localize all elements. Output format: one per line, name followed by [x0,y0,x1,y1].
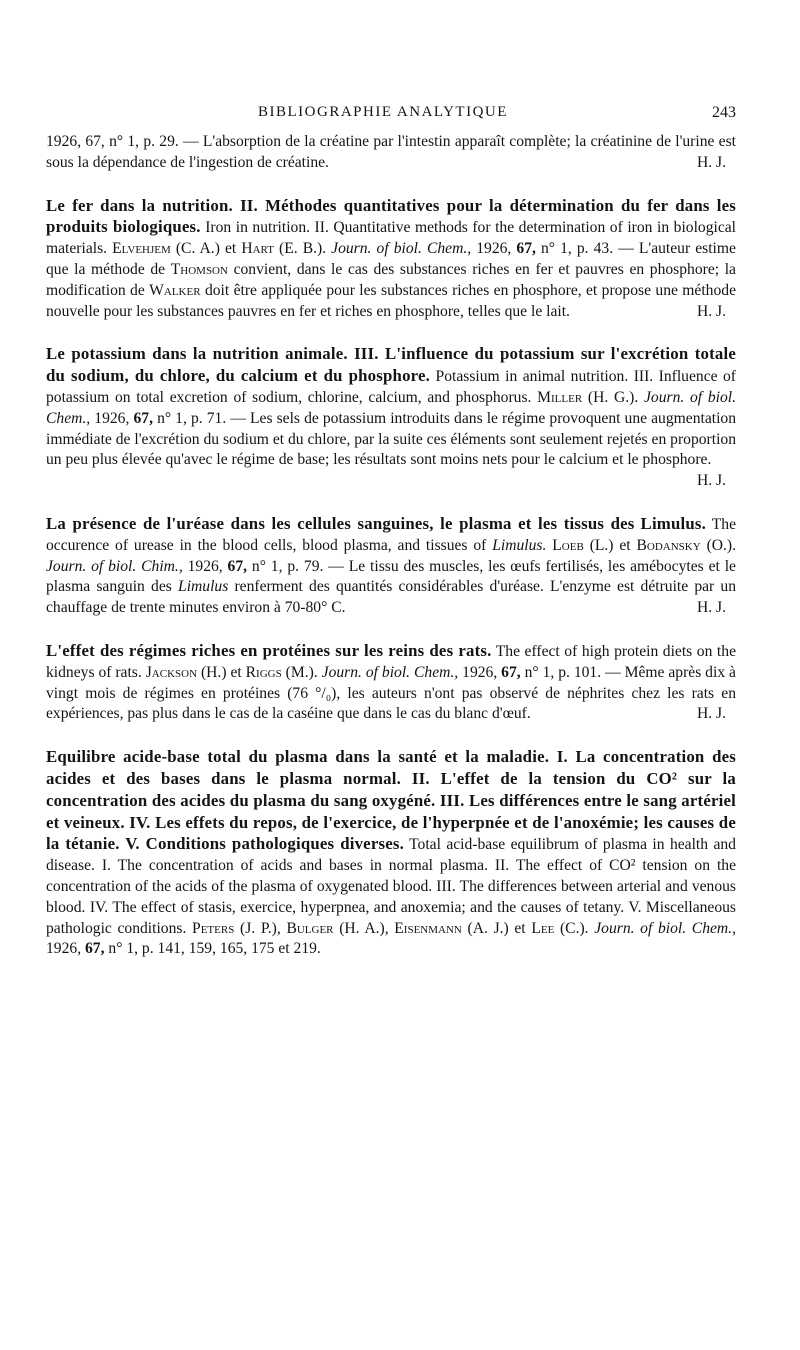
publication-year: 1926, [462,663,498,681]
bibliography-entry [46,344,736,492]
entry-translation: Total acid-base equilibrum of plasma in health and disease. I. The concentration of acids and bases in normal plasma. II. The effect of CO² tension on the concentration of the acids of the plasma of oxygenated blood. III. The differences between arterial and venous blood. IV. The effect of stasis, exercice, hyperpnea, and anoxemia; and the causes of tetany. V. Miscellaneous pathologic conditions. [46,836,736,937]
page-number: 243 [712,104,736,121]
journal-name: Journ. of biol. Chem., [321,663,459,681]
abstract-text: — Même après dix à vingt mois de régimes en protéines (76 °/₀), les auteurs n'ont pas observé de néphrites chez les rats en expériences, pas plus dans le cas de la caséine que dans le cas du blanc d'œuf. [46,663,736,723]
author-initials: (C.). [559,919,589,937]
running-head [46,100,736,128]
issue-page: n° 1, p. 141, 159, 165, 175 et 219. [108,940,321,958]
cited-name: Thomson [170,260,228,278]
bibliography-entry [46,514,736,619]
author-name: Bulger [286,919,334,937]
abstract-text: — Les sels de potassium introduits dans le régime provoquent une augmentation immédiate de l'excrétion du sodium et du chlore, par la suite ces éléments sont seulement rejetés en proportion un peu plus élevée qu'avec le régime de base; les résultats sont moins nets pour le calcium et le phosphore. [46,409,737,469]
abstract-text: — L'auteur estime que la méthode de [46,240,736,278]
entry-title-genus: Limulus. [640,513,707,533]
author-name: Jackson [145,663,198,681]
author-initials: (L.) et [589,536,631,554]
author-name: Elvehjem [112,240,171,258]
entry-translation: The occurence of urease in the blood cells, blood plasma, and tissues of [46,515,737,554]
author-name: Miller [537,388,583,406]
reviewer-initials: H. J. [696,302,726,320]
author-name: Hart [241,240,274,258]
journal-name: Journ. of biol. Chim., [46,557,183,575]
issue-page: n° 1, p. 71. [157,409,227,427]
publication-year: 1926, [46,940,82,958]
entry-translation-genus: Limulus. [492,536,547,554]
author-initials: (J. P.), [240,919,281,937]
author-initials: (H. G.). [587,388,639,406]
entry-title: La présence de l'uréase dans les cellules sanguines, le plasma et les tissus des [46,513,635,533]
author-name: Lee [531,919,555,937]
entry-title: L'effet des régimes riches en protéines sur les reins des rats. [46,640,492,660]
journal-name: Journ. of biol. Chem., [594,919,736,937]
author-initials: (H.) et [200,663,242,681]
author-name: Riggs [245,663,282,681]
author-initials: (C. A.) et [175,240,237,258]
abstract-text: renferment des quantités considérables d'uréase. L'enzyme est détruite par un chauffage de trente minutes environ à 70-80° C. [46,578,737,617]
volume-number: 67, [227,557,248,575]
abstract-genus: Limulus [178,578,229,596]
running-title: BIBLIOGRAPHIE ANALYTIQUE [258,104,508,120]
author-initials: (O.). [706,536,737,554]
volume-number: 67, [133,409,153,427]
issue-page: n° 1, p. 79. [251,557,324,575]
entry-title: Le potassium dans la nutrition animale. III. L'influence du potassium sur l'excrétion totale du sodium, du chlore, du calcium et du phosphore. [46,344,736,386]
reviewer-initials: H. J. [696,153,726,171]
entry-translation: Iron in nutrition. II. Quantitative methods for the determination of iron in biological materials. [46,219,737,258]
reviewer-initials: H. J. [696,705,726,723]
bibliography-entry [46,641,736,725]
entry-translation: Potassium in animal nutrition. III. Influence of potassium on total excretion of sodium, chlorine, calcium, and phosphorus. [46,368,737,406]
bibliography-entry [46,196,736,323]
bibliography-entry [46,132,736,174]
volume-number: 67, [501,663,521,681]
entry-body: 1926, 67, n° 1, p. 29. — L'absorption de la créatine par l'intestin apparaît complète; la créatinine de l'urine est sous la dépendance de l'ingestion de créatine. [46,133,736,171]
entry-title: Le fer dans la nutrition. II. Méthodes quantitatives pour la détermination du fer dans les produits biologiques. [46,195,736,237]
abstract-text: convient, dans le cas des substances riches en fer et pauvres en phosphore; la modification de [46,260,736,299]
reviewer-initials: H. J. [696,599,726,617]
issue-page: n° 1, p. 101. [524,663,602,681]
author-initials: (H. A.), [339,919,389,937]
cited-name: Walker [149,281,201,299]
author-initials: (A. J.) et [467,919,526,937]
publication-year: 1926, [94,409,130,427]
author-name: Bodansky [636,536,701,554]
bibliography-entry [46,747,736,960]
entry-title: Equilibre acide-base total du plasma dans la santé et la maladie. I. La concentration des acides et des bases dans le plasma normal. II. L'effet de la tension du CO² sur la concentration des acides du plasma du sang oxygéné. III. Les différences entre le sang artériel et veineux. IV. Les effets du repos, de l'exercice, de l'hyperpnée et de l'anoxémie; les causes de la tétanie. V. Conditions pathologiques diverses. [46,747,736,854]
reviewer-initials: H. J. [696,472,726,490]
entry-translation: The effect of high protein diets on the kidneys of rats. [46,642,736,681]
document-page [46,100,736,960]
journal-name: Journ. of biol. Chem., [46,388,736,427]
publication-year: 1926, [476,240,512,258]
author-initials: (M.). [285,663,318,681]
author-initials: (E. B.). [279,240,327,258]
publication-year: 1926, [187,557,223,575]
issue-page: n° 1, p. 43. [540,240,614,258]
volume-number: 67, [516,240,536,258]
author-name: Eisenmann [394,919,462,937]
abstract-text: doit être appliquée pour les substances riches en phosphore, et propose une méthode nouvelle pour les substances pauvres en fer et riches en phosphore, telles que le lait. [46,281,736,320]
author-name: Peters [192,919,235,937]
journal-name: Journ. of biol. Chem., [331,240,472,258]
author-name: Loeb [552,536,584,554]
abstract-text: — Le tissu des muscles, les œufs fertilisés, les amébocytes et le plasma sanguin des [46,557,736,596]
volume-number: 67, [85,940,105,958]
